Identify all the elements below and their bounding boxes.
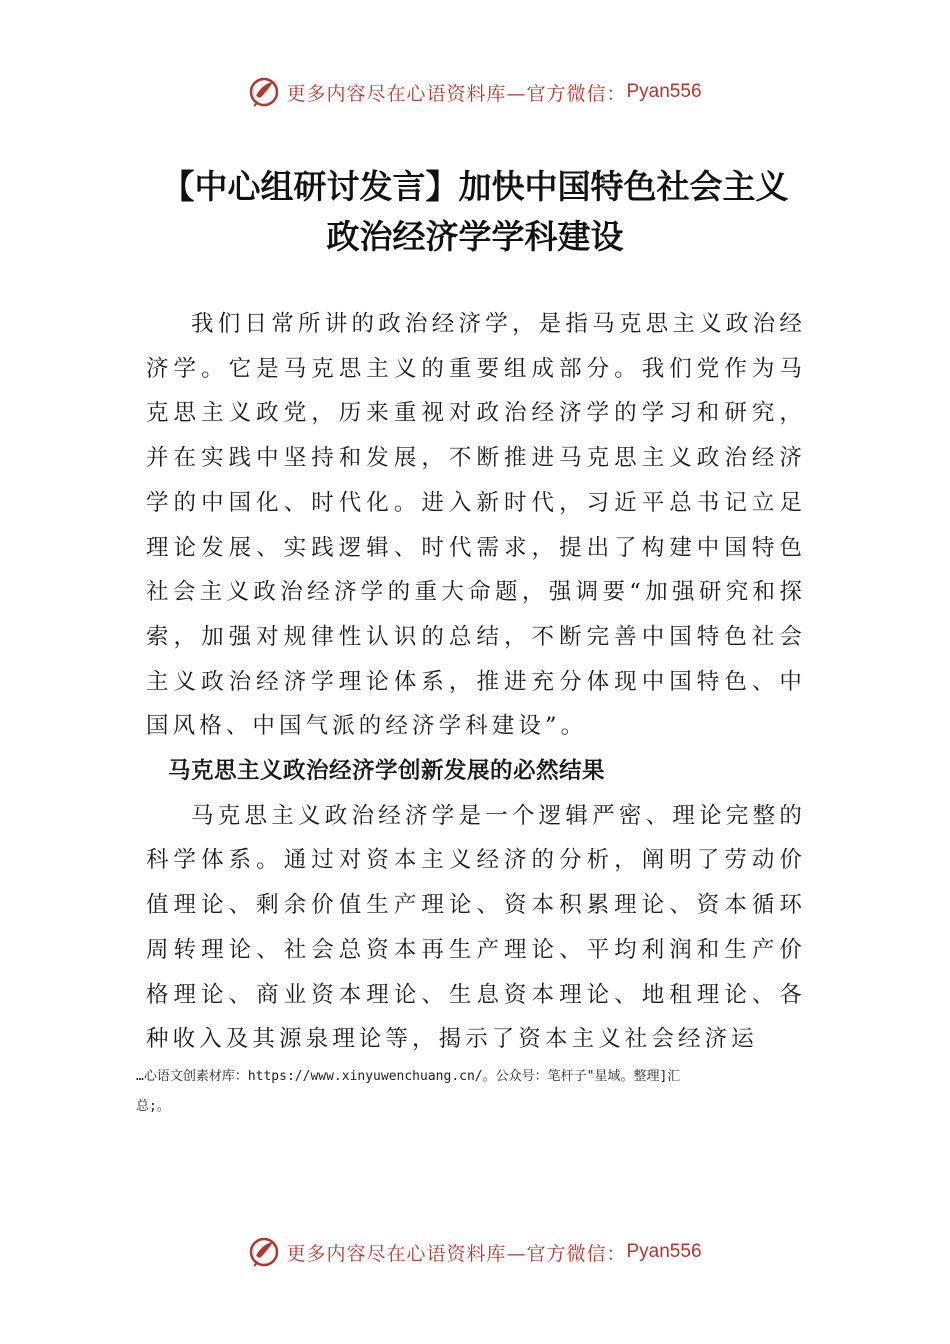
- brand-logo-icon: [248, 1236, 280, 1268]
- header-banner-text: 更多内容尽在心语资料库—官方微信：: [286, 82, 627, 105]
- footnote: [136, 1062, 826, 1122]
- footnote-line-2: 总;。: [136, 1099, 170, 1114]
- footer-banner: [0, 1232, 950, 1272]
- footer-banner-text: 更多内容尽在心语资料库—官方微信：: [286, 1242, 627, 1265]
- document-title: [0, 162, 950, 262]
- title-line-1: 【中心组研讨发言】加快中国特色社会主义: [161, 167, 789, 206]
- header-wechat-id: Pyan556: [626, 81, 702, 102]
- header-banner: [0, 72, 950, 112]
- paragraph-section-1: 马克思主义政治经济学是一个逻辑严密、理论完整的科学体系。通过对资本主义经济的分析，阐明了劳动价值理论、剩余价值生产理论、资本积累理论、资本循环周转理论、社会总资本再生产理论、平均利润和生产价格理论、商业资本理论、生息资本理论、地租理论、各种收入及其源泉理论等，揭示了资本主义社会经济运: [146, 802, 806, 1053]
- section-heading: 马克思主义政治经济学创新发展的必然结果: [168, 758, 606, 785]
- footnote-line-1: …心语文创素材库：https://www.xinyuwenchuang.cn/。公众号：笔杆子"星域。整理]汇: [136, 1069, 681, 1084]
- paragraph-intro: 我们日常所讲的政治经济学，是指马克思主义政治经济学。它是马克思主义的重要组成部分。我们党作为马克思主义政党，历来重视对政治经济学的学习和研究，并在实践中坚持和发展，不断推进马克思主义政治经济学的中国化、时代化。进入新时代，习近平总书记立足理论发展、实践逻辑、时代需求，提出了构建中国特色社会主义政治经济学的重大命题，强调要“加强研究和探索，加强对规律性认识的总结，不断完善中国特色社会主义政治经济学理论体系，推进充分体现中国特色、中国风格、中国气派的经济学科建设”。: [146, 311, 806, 740]
- footer-wechat-id: Pyan556: [626, 1241, 702, 1262]
- title-line-2: 政治经济学学科建设: [326, 217, 624, 256]
- document-body: [146, 302, 806, 1062]
- brand-logo-icon: [248, 76, 280, 108]
